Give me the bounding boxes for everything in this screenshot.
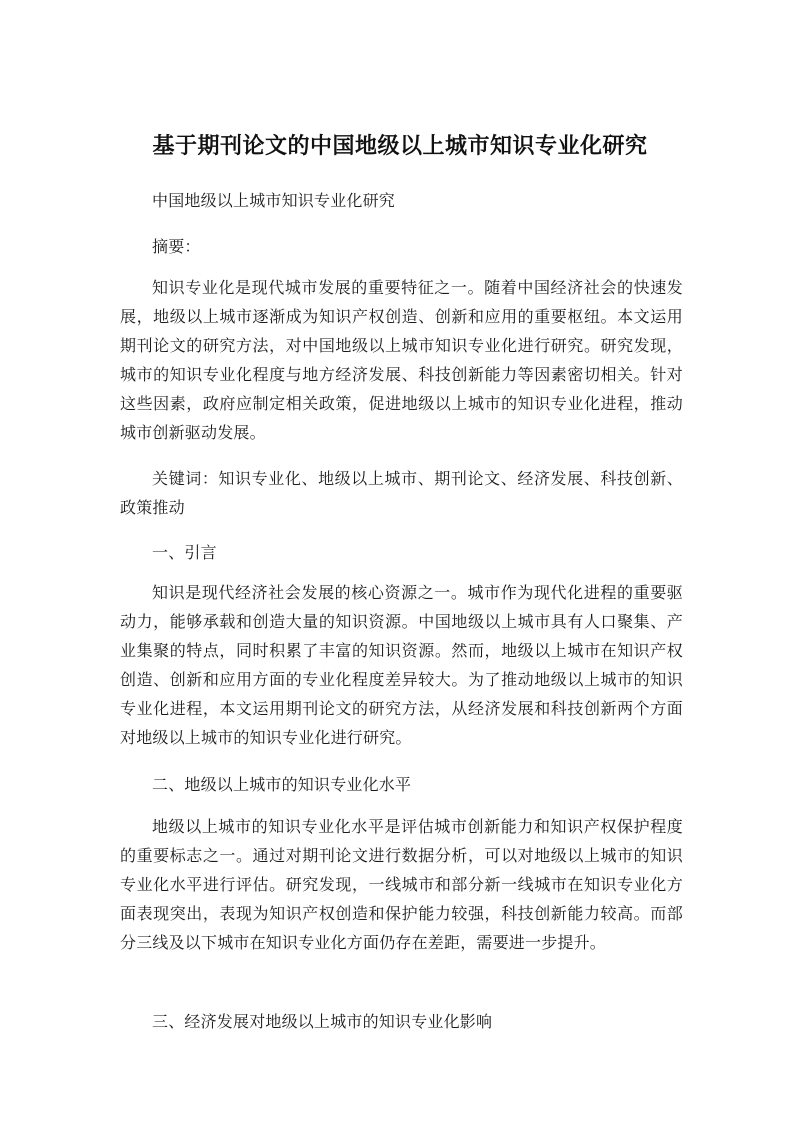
section-1-heading: 一、引言: [152, 543, 217, 562]
abstract-body: 知识专业化是现代城市发展的重要特征之一。随着中国经济社会的快速发展，地级以上城市逐渐成为知识产权创造、创新和应用的重要枢纽。本文运用期刊论文的研究方法，对中国地级以上城市知识专业化进行研究。研究发现，城市的知识专业化程度与地方经济发展、科技创新能力等因素密切相关。针对这些因素，政府应制定相关政策，促进地级以上城市的知识专业化进程，推动城市创新驱动发展。: [120, 278, 683, 442]
subtitle: 中国地级以上城市知识专业化研究: [152, 191, 396, 210]
section-3-heading: 三、经济发展对地级以上城市的知识专业化影响: [152, 1012, 493, 1031]
document-title: 基于期刊论文的中国地级以上城市知识专业化研究: [152, 133, 648, 159]
section-2-body: 地级以上城市的知识专业化水平是评估城市创新能力和知识产权保护程度的重要标志之一。通过对期刊论文进行数据分析，可以对地级以上城市的知识专业化水平进行评估。研究发现，一线城市和部分新一线城市在知识专业化方面表现突出，表现为知识产权创造和保护能力较强，科技创新能力较高。而部分三线及以下城市在知识专业化方面仍存在差距，需要进一步提升。: [120, 817, 683, 952]
section-1-body: 知识是现代经济社会发展的核心资源之一。城市作为现代化进程的重要驱动力，能够承载和创造大量的知识资源。中国地级以上城市具有人口聚集、产业集聚的特点，同时积累了丰富的知识资源。然而，地级以上城市在知识产权创造、创新和应用方面的专业化程度差异较大。为了推动地级以上城市的知识专业化进程，本文运用期刊论文的研究方法，从经济发展和科技创新两个方面对地级以上城市的知识专业化进行研究。: [120, 583, 683, 747]
abstract-label: 摘要：: [152, 237, 201, 256]
keywords: 关键词：知识专业化、地级以上城市、期刊论文、经济发展、科技创新、政策推动: [120, 469, 683, 517]
section-2-heading: 二、地级以上城市的知识专业化水平: [152, 775, 412, 794]
